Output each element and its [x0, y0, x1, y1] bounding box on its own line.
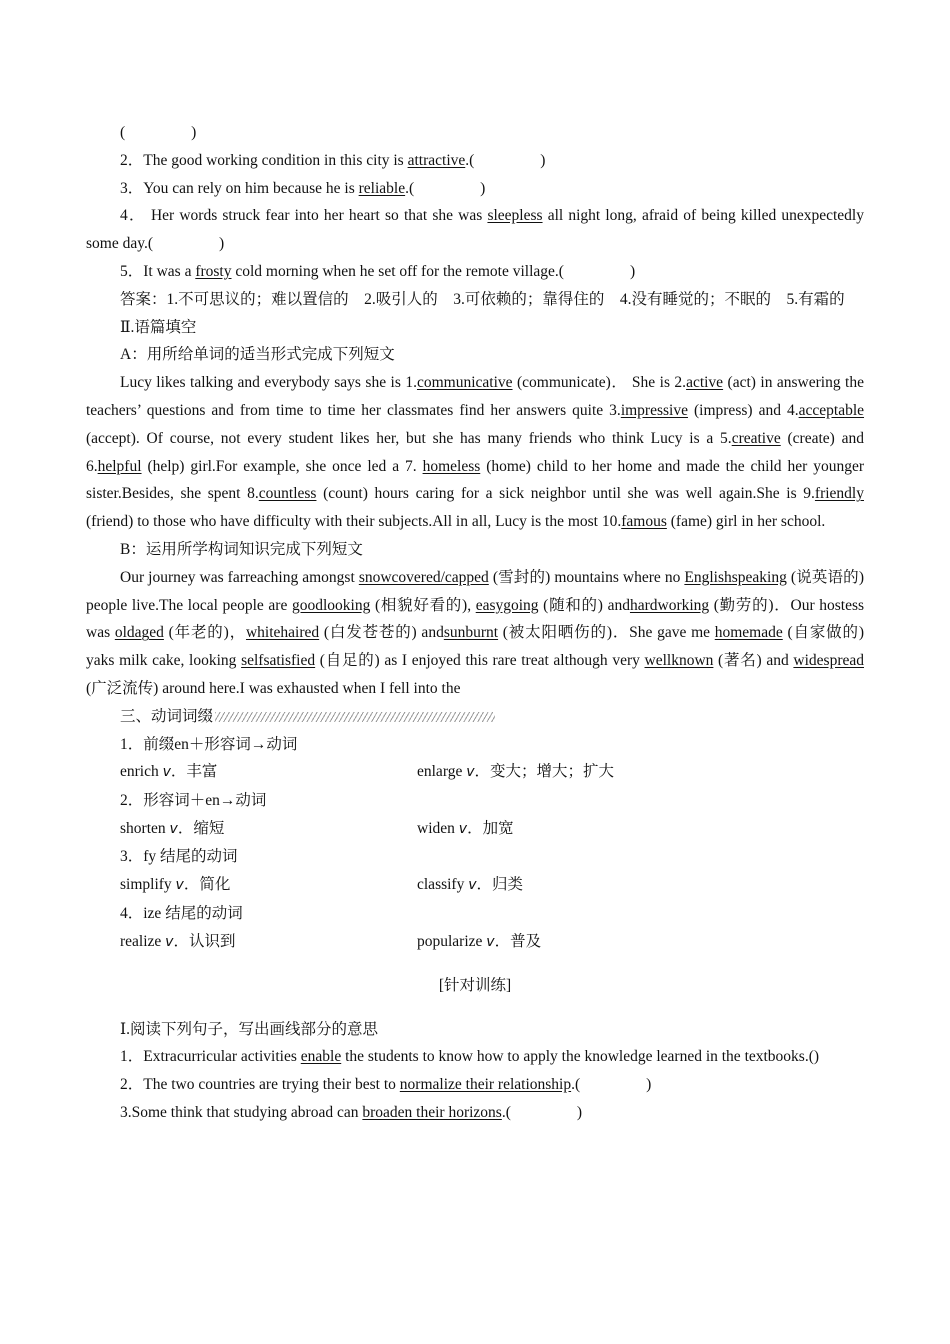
underlined-word: sleepless — [487, 207, 543, 225]
exercise-heading: Ⅰ.阅读下列句子，写出画线部分的意思 — [120, 1020, 378, 1038]
cloze-b-passage: Our journey was farreaching amongst snowcovered/capped (雪封的) mountains where no Englishspeaking (说英语的) people live.The local people are goodlooking (相貌好看的), easygoing (随和的) andhardworking (勤劳的)．Our hostess was oldaged (年老的)，whitehaired (白发苍苍的) andsunburnt (被太阳晒伤的)．She gave me homemade (自家做的) yaks milk cake, looking selfsatisfied (自足的) as I enjoyed this rare treat although very wellknown (著名) and widespread (广泛流传) around here.I was exhausted when I fell into the — [86, 568, 865, 697]
affix-group-4: 4．ize 结尾的动词 realize v．认识到 popularize v．普及 — [120, 904, 542, 950]
affix-group-1: 1．前缀en＋形容词→动词 enrich v．丰富 enlarge v．变大；增大；扩大 — [120, 735, 615, 781]
cloze-a-passage: Lucy likes talking and everybody says she is 1.communicative (communicate)． She is 2.active (act) in answering the teachers’ questions and from time to time her classmates find her answers quite 3.impressive (impress) and 4.acceptable (accept). Of course, not every student likes her, but she has many friends who think Lucy is a 5.creative (create) and 6.helpful (help) girl.For example, she once led a 7. homeless (home) child to her home and made the child her younger sister.Besides, she spent 8.countless (count) hours caring for a sick neighbor until she was well again.She is 9.friendly (friend) to those who have difficulty with their subjects.All in all, Lucy is the most 10.famous (fame) girl in her school. — [86, 374, 865, 531]
question-3: 3．You can rely on him because he is reliable.( ) — [120, 179, 486, 197]
training-label: [针对训练] — [438, 976, 512, 994]
exercise-2: 2．The two countries are trying their best to normalize their relationship.( ) — [120, 1076, 652, 1094]
document-content — [86, 119, 864, 1127]
heading-decoration — [215, 712, 495, 722]
answer-key: 答案：1.不可思议的；难以置信的 2.吸引人的 3.可依赖的；靠得住的 4.没有睡觉的；不眠的 5.有霜的 — [120, 290, 845, 308]
cloze-b-heading: B：运用所学构词知识完成下列短文 — [120, 540, 363, 558]
exercise-3: 3.Some think that studying abroad can broaden their horizons.( ) — [120, 1104, 583, 1122]
question-5: 5．It was a frosty cold morning when he set off for the remote village.( ) — [120, 262, 636, 280]
underlined-word: reliable — [358, 179, 406, 197]
exercise-1: 1．Extracurricular activities enable the students to know how to apply the knowledge learned in the textbooks.() — [120, 1048, 820, 1066]
question-4: 4． Her words struck fear into her heart so that she was sleepless all night long, afraid of being killed unexpectedly some day.( ) — [86, 207, 864, 253]
question-2: 2．The good working condition in this city is attractive.( ) — [120, 151, 546, 169]
section-heading-verb-affix: 三、动词词缀 — [86, 703, 864, 731]
section-heading-cloze: Ⅱ.语篇填空 — [120, 318, 197, 336]
affix-group-3: 3．fy 结尾的动词 simplify v．简化 classify v．归类 — [120, 848, 524, 894]
underlined-word: attractive — [407, 151, 466, 169]
affix-group-2: 2．形容词＋en→动词 shorten v．缩短 widen v．加宽 — [120, 791, 514, 837]
question-1-tail: ( ) — [120, 124, 197, 141]
underlined-word: frosty — [195, 262, 232, 280]
cloze-a-heading: A：用所给单词的适当形式完成下列短文 — [120, 346, 395, 364]
